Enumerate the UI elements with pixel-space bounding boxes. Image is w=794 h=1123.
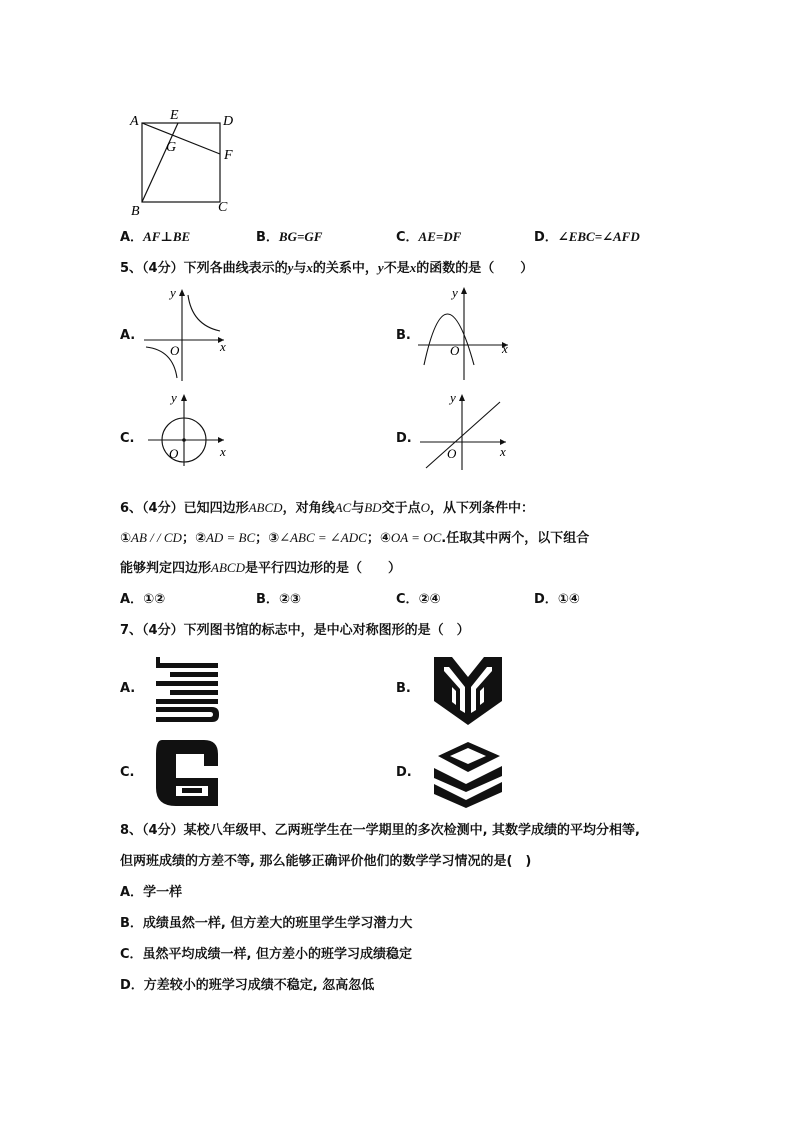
condition-mark: ；③ (255, 531, 280, 546)
var-x: x (409, 260, 417, 275)
option-text: BG=GF (278, 229, 323, 244)
y-arrow-icon (461, 287, 467, 294)
stem-part: 交于点 (381, 501, 421, 516)
q8-line1 (120, 822, 640, 840)
math: AC (334, 500, 352, 515)
stem-part: ，对角线 (282, 501, 335, 516)
stem-part: 的函数的是（ ） (416, 261, 534, 276)
q8-option-d[interactable] (120, 977, 374, 995)
q5-stem (120, 259, 533, 278)
label-g: G (166, 140, 177, 155)
library-logo-b-icon (430, 655, 508, 727)
condition-1: AB / / CD (131, 530, 182, 545)
option-letter: C． (396, 230, 419, 245)
label-e: E (170, 108, 179, 123)
option-letter: D． (534, 230, 558, 245)
q7-option-c-letter[interactable]: C. (120, 765, 135, 780)
curve-upper (188, 295, 220, 331)
q7-option-a-letter[interactable]: A. (120, 681, 136, 696)
option-letter: B． (120, 916, 143, 931)
question-number: 7、（4分） (120, 623, 184, 638)
origin-label: O (170, 343, 180, 358)
label-d: D (223, 114, 234, 129)
math: BD (364, 500, 382, 515)
q6-line1 (120, 499, 534, 518)
option-text: ①② (143, 592, 166, 607)
condition-4: OA = OC (390, 530, 442, 545)
square-abcd (142, 123, 220, 202)
stem-part: 与 (293, 261, 307, 276)
option-letter: D． (534, 592, 558, 607)
option-text: 方差较小的班学习成绩不稳定, 忽高忽低 (143, 978, 375, 993)
axis-y-label: y (452, 285, 458, 300)
option-text: AE=DF (418, 229, 462, 244)
q8-option-b[interactable] (120, 915, 412, 933)
math: ABCD (248, 500, 283, 515)
label-a: A (130, 114, 139, 129)
option-text: AF⊥BE (143, 229, 191, 244)
stem-part: 下列图书馆的标志中，是中心对称图形的是（ ） (183, 623, 470, 638)
option-letter: A． (120, 592, 144, 607)
option-letter: C． (120, 947, 143, 962)
q4-option-b[interactable] (256, 228, 322, 247)
center-dot (182, 438, 186, 442)
q6-line3 (120, 559, 401, 578)
q4-option-a[interactable] (120, 228, 190, 247)
parabola-curve (424, 314, 474, 365)
var-y: y (287, 260, 294, 275)
y-arrow-icon (179, 289, 185, 296)
condition-2: AD = BC (205, 530, 256, 545)
axis-x-label: x (500, 444, 506, 459)
option-text: 学一样 (143, 885, 183, 900)
q6-option-d[interactable] (534, 591, 580, 609)
library-logo-c-icon (152, 738, 224, 808)
q6-option-b[interactable] (256, 591, 301, 609)
option-text: ②④ (418, 592, 441, 607)
stem-part: 某校八年级甲、乙两班学生在一学期里的多次检测中, 其数学成绩的平均分相等, (183, 823, 640, 838)
axis-x-label: x (220, 444, 226, 459)
q4-option-c[interactable] (396, 228, 461, 247)
stem-part: 与 (351, 501, 365, 516)
option-letter: B． (256, 230, 279, 245)
q6-line2 (120, 529, 589, 548)
stem-part: 下列各曲线表示的 (183, 261, 288, 276)
q7-option-d-letter[interactable]: D. (396, 765, 412, 780)
origin-label: O (450, 343, 460, 358)
line-curve (426, 402, 500, 468)
option-text: 虽然平均成绩一样, 但方差小的班学习成绩稳定 (142, 947, 413, 962)
q6-option-a[interactable] (120, 591, 165, 609)
stem-part: 已知四边形 (183, 501, 249, 516)
stem-part: .任取其中两个，以下组合 (441, 531, 590, 546)
q4-option-d[interactable] (534, 228, 640, 247)
stem-part: 的关系中， (312, 261, 378, 276)
stem-part: ，从下列条件中： (429, 501, 534, 516)
segment-af (142, 123, 220, 154)
q7-option-b-letter[interactable]: B. (396, 681, 411, 696)
y-arrow-icon (459, 394, 465, 401)
library-logo-a-icon (152, 655, 224, 725)
condition-mark: ① (120, 531, 132, 546)
square-figure (120, 108, 250, 223)
label-f: F (224, 148, 233, 163)
q5-option-d-letter[interactable]: D. (396, 431, 412, 446)
y-arrow-icon (181, 394, 187, 401)
question-number: 8、（4分） (120, 823, 184, 838)
option-text: 成绩虽然一样, 但方差大的班里学生学习潜力大 (142, 916, 413, 931)
graph-circle (142, 388, 242, 468)
library-logo-d-icon (428, 738, 508, 810)
var-y: y (377, 260, 384, 275)
q8-option-c[interactable] (120, 946, 412, 964)
label-b: B (131, 204, 140, 219)
option-letter: D． (120, 978, 144, 993)
origin-label: O (169, 446, 179, 461)
math: ABCD (211, 560, 245, 575)
graph-hyperbola (140, 285, 240, 385)
math: O (420, 500, 430, 515)
condition-3: ∠ABC = ∠ADC (279, 530, 367, 545)
stem-part: 不是 (383, 261, 410, 276)
option-text: ②③ (278, 592, 301, 607)
var-x: x (306, 260, 313, 275)
axis-y-label: y (450, 390, 456, 405)
q5-option-a-letter[interactable]: A. (120, 328, 136, 343)
q6-option-c[interactable] (396, 591, 441, 609)
option-letter: C． (396, 592, 419, 607)
question-number: 6、（4分） (120, 501, 184, 516)
axis-x-label: x (502, 341, 508, 356)
graph-line (414, 388, 524, 473)
condition-mark: ；② (181, 531, 206, 546)
condition-mark: ；④ (366, 531, 391, 546)
q5-option-c-letter[interactable]: C. (120, 431, 135, 446)
x-arrow-icon (218, 437, 224, 443)
stem-part: 是平行四边形的是（ ） (244, 561, 401, 576)
question-number: 5、（4分） (120, 261, 184, 276)
graph-parabola (414, 283, 524, 383)
option-letter: B． (256, 592, 279, 607)
option-letter: A． (120, 885, 144, 900)
option-letter: A． (120, 230, 144, 245)
q7-stem (120, 622, 470, 640)
axis-x-label: x (220, 339, 226, 354)
axis-y-label: y (170, 285, 176, 300)
q8-option-a[interactable] (120, 884, 182, 902)
q8-line2: 但两班成绩的方差不等, 那么能够正确评价他们的数学学习情况的是( ) (120, 854, 532, 869)
axis-y-label: y (171, 390, 177, 405)
label-c: C (218, 200, 228, 215)
q5-option-b-letter[interactable]: B. (396, 328, 411, 343)
stem-part: 能够判定四边形 (120, 561, 212, 576)
option-text: ①④ (557, 592, 580, 607)
option-text: ∠EBC=∠AFD (557, 229, 640, 244)
origin-label: O (447, 446, 457, 461)
